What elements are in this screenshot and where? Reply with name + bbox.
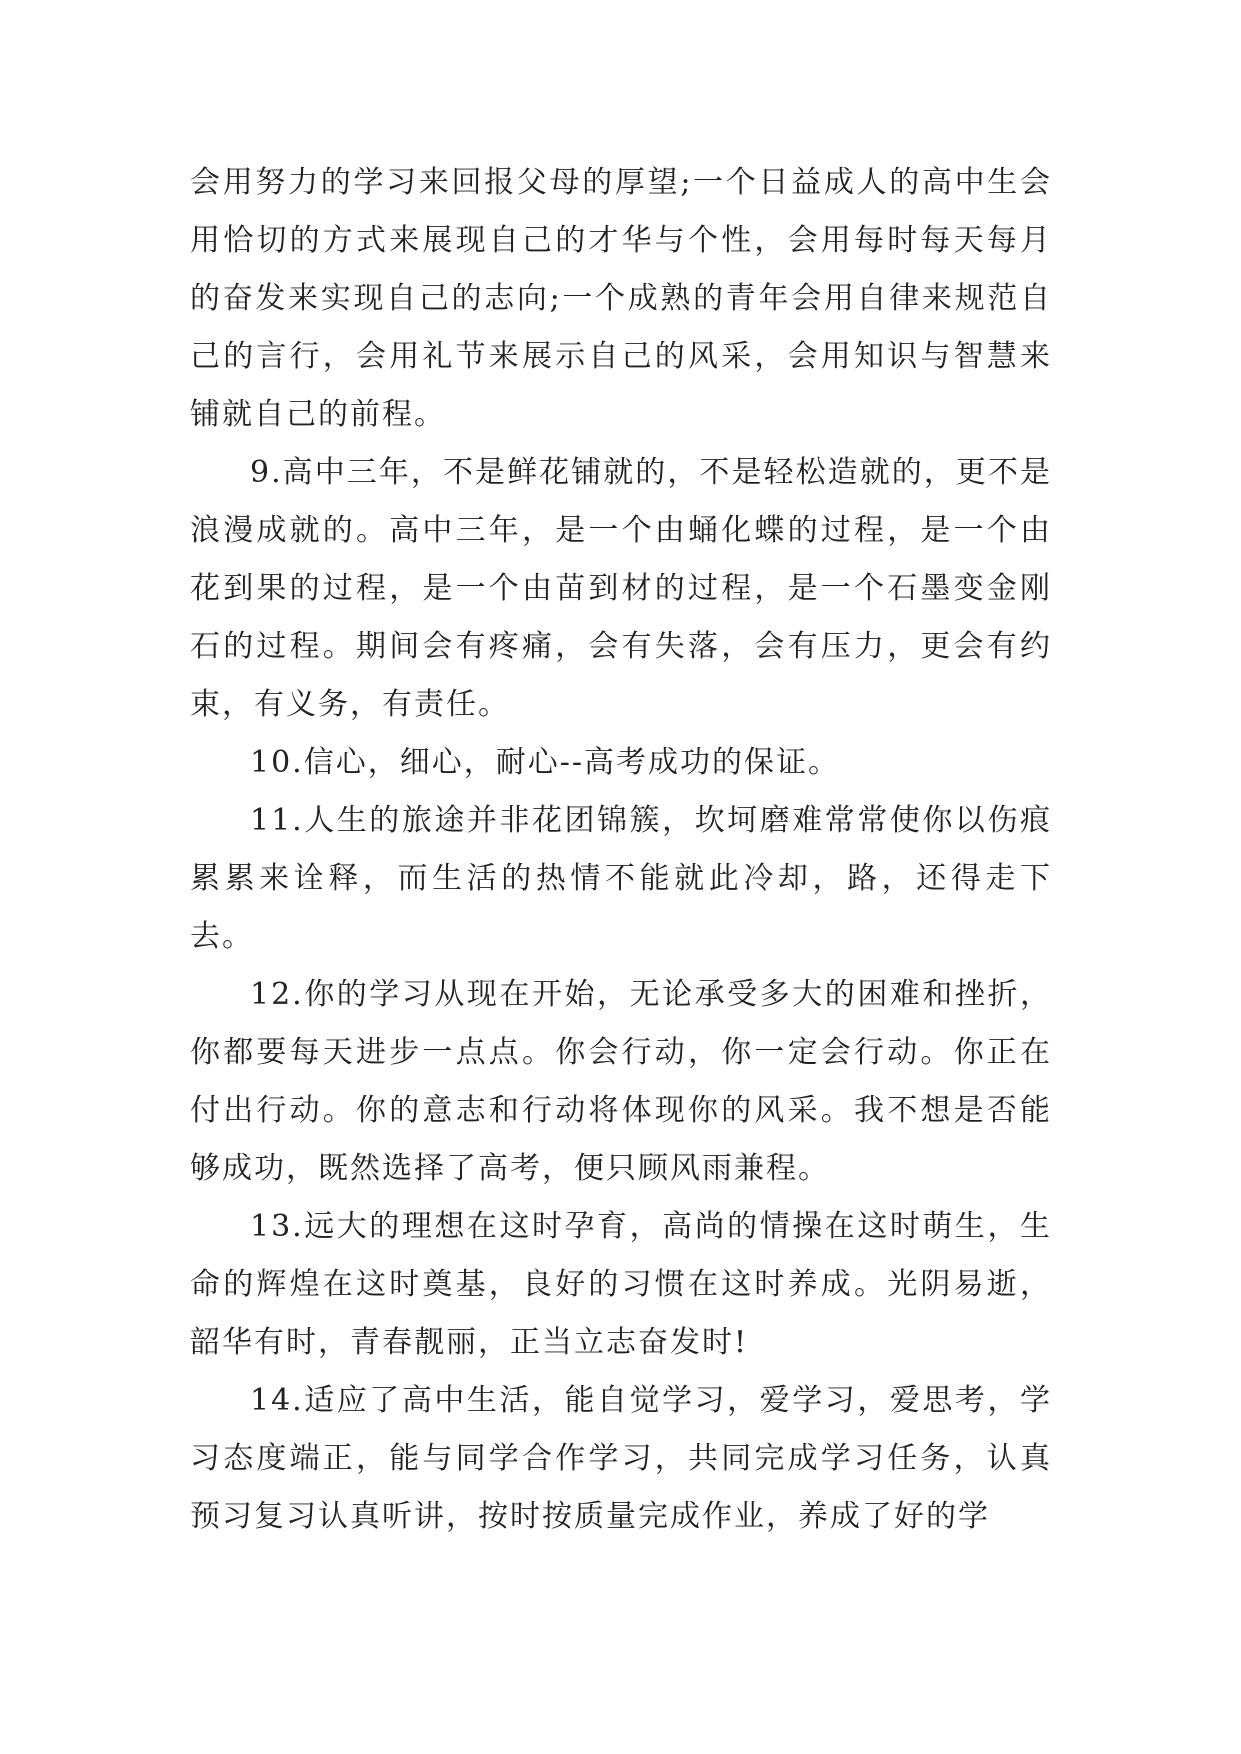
paragraph-item-10: 10.信心，细心，耐心--高考成功的保证。 — [250, 745, 840, 780]
paragraph-item-12: 12.你的学习从现在开始，无论承受多大的困难和挫折，你都要每天进步一点点。你会行动，你一定会行动。你正在付出行动。你的意志和行动将体现你的风采。我不想是否能够成功，既然选择了高考，便只顾风雨兼程。 — [190, 977, 1052, 1186]
paragraph-item-13: 13.远大的理想在这时孕育，高尚的情操在这时萌生，生命的辉煌在这时奠基，良好的习惯在这时养成。光阴易逝，韶华有时，青春靓丽，正当立志奋发时! — [190, 1209, 1052, 1360]
paragraph-item-9: 9.高中三年，不是鲜花铺就的，不是轻松造就的，更不是浪漫成就的。高中三年，是一个由蛹化蝶的过程，是一个由花到果的过程，是一个由苗到材的过程，是一个石墨变金刚石的过程。期间会有疼痛，会有失落，会有压力，更会有约束，有义务，有责任。 — [190, 455, 1052, 722]
paragraph-continuation: 会用努力的学习来回报父母的厚望;一个日益成人的高中生会用恰切的方式来展现自己的才华与个性，会用每时每天每月的奋发来实现自己的志向;一个成熟的青年会用自律来规范自己的言行，会用礼节来展示自己的风采，会用知识与智慧来铺就自己的前程。 — [190, 165, 1052, 432]
paragraph-item-11: 11.人生的旅途并非花团锦簇，坎坷磨难常常使你以伤痕累累来诠释，而生活的热情不能就此冷却，路，还得走下去。 — [190, 803, 1052, 954]
paragraph-item-14: 14.适应了高中生活，能自觉学习，爱学习，爱思考，学习态度端正，能与同学合作学习，共同完成学习任务，认真预习复习认真听讲，按时按质量完成作业，养成了好的学 — [190, 1383, 1052, 1534]
document-body — [190, 154, 1052, 1546]
